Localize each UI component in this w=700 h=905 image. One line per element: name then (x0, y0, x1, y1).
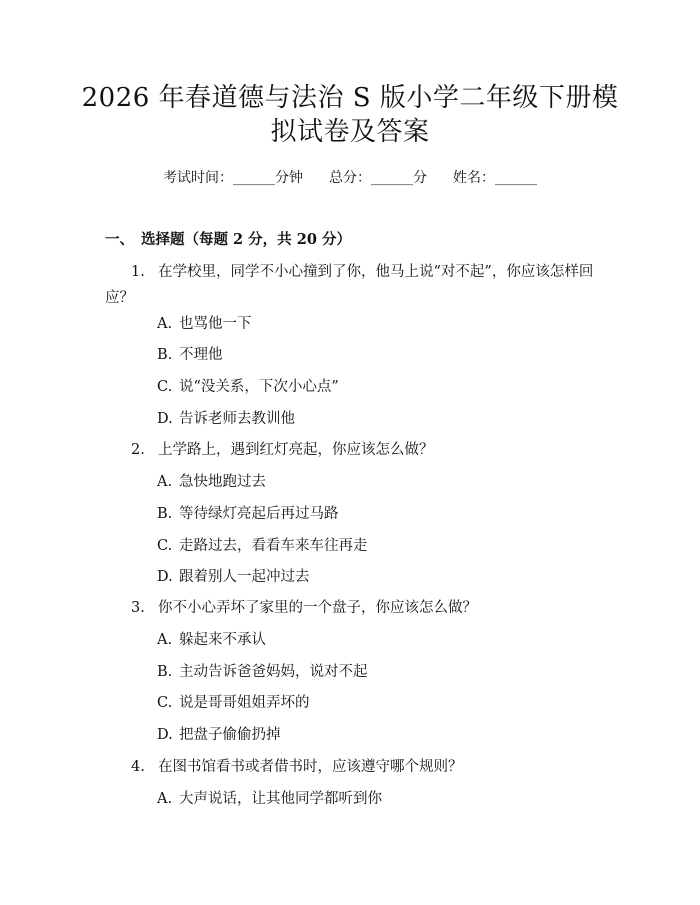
question-text: 在图书馆看书或者借书时，应该遵守哪个规则？ (158, 759, 463, 775)
option-text: 主动告诉爸爸妈妈，说对不起 (179, 664, 368, 680)
question-number: 2. (131, 442, 145, 458)
option-letter: A. (157, 474, 173, 490)
question-number: 1. (131, 264, 145, 280)
option-1b (157, 345, 223, 365)
student-name-field: 姓名：______ (453, 170, 537, 186)
option-letter: C. (157, 695, 173, 711)
section-title: 选择题（每题 2 分，共 20 分） (141, 231, 351, 248)
option-text: 躲起来不承认 (179, 632, 266, 648)
section-number: 一、 (105, 231, 134, 248)
option-text: 不理他 (179, 347, 223, 363)
option-text: 等待绿灯亮起后再过马路 (179, 506, 339, 522)
option-letter: C. (157, 538, 173, 554)
question-2 (105, 440, 600, 460)
option-letter: B. (157, 506, 173, 522)
option-text: 急快地跑过去 (179, 474, 266, 490)
exam-time-field: 考试时间：______分钟 (163, 170, 303, 186)
option-3c (157, 693, 310, 713)
option-text: 把盘子偷偷扔掉 (179, 727, 281, 743)
question-1 (105, 262, 600, 311)
option-text: 也骂他一下 (179, 316, 252, 332)
option-text: 走路过去，看看车来车往再走 (179, 538, 368, 554)
option-text: 说“没关系，下次小心点” (179, 379, 339, 395)
option-letter: D. (157, 727, 173, 743)
total-score-field: 总分：______分 (329, 170, 427, 186)
option-letter: B. (157, 347, 173, 363)
option-2b (157, 504, 339, 524)
option-3d (157, 725, 281, 745)
question-3 (105, 598, 600, 618)
option-letter: B. (157, 664, 173, 680)
option-letter: A. (157, 791, 173, 807)
option-letter: A. (157, 316, 173, 332)
option-2c (157, 536, 368, 556)
option-letter: A. (157, 632, 173, 648)
question-4 (105, 757, 600, 777)
option-3a (157, 630, 266, 650)
option-4a (157, 789, 382, 809)
section-heading-choice (105, 230, 351, 250)
question-text: 在学校里，同学不小心撞到了你，他马上说“对不起”，你应该怎样回应？ (105, 264, 594, 306)
document-title-line-1: 2026 年春道德与法治 S 版小学二年级下册模 (81, 83, 619, 113)
option-1a (157, 314, 252, 334)
option-text: 跟着别人一起冲过去 (179, 569, 310, 585)
question-text: 上学路上，遇到红灯亮起，你应该怎么做？ (158, 442, 434, 458)
option-letter: C. (157, 379, 173, 395)
option-text: 大声说话，让其他同学都听到你 (179, 791, 382, 807)
option-text: 说是哥哥姐姐弄坏的 (179, 695, 310, 711)
option-text: 告诉老师去教训他 (179, 411, 295, 427)
option-letter: D. (157, 569, 173, 585)
document-title-line-2: 拟试卷及答案 (270, 117, 430, 147)
option-3b (157, 662, 368, 682)
option-1c (157, 377, 339, 397)
question-number: 3. (131, 600, 145, 616)
option-2a (157, 472, 266, 492)
option-1d (157, 409, 295, 429)
question-number: 4. (131, 759, 145, 775)
option-2d (157, 567, 310, 587)
question-text: 你不小心弄坏了家里的一个盘子，你应该怎么做？ (158, 600, 477, 616)
option-letter: D. (157, 411, 173, 427)
exam-info-line (0, 168, 700, 188)
